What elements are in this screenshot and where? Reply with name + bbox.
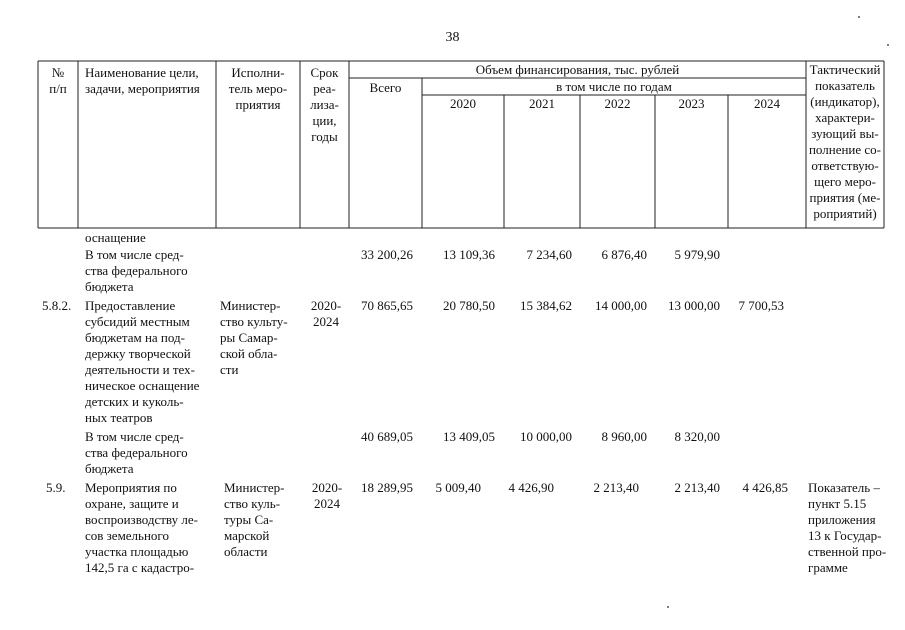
cell-2021: 4 426,90 [508, 480, 554, 495]
cell-2021: 10 000,00 [520, 429, 572, 444]
header-name: Наименование цели, задачи, мероприятия [85, 65, 200, 96]
cell-2022: 2 213,40 [593, 480, 639, 495]
header-indicator: Тактический показатель (индикатор), характери- зующий вы- полнение со- ответствую- щего меро- приятия (ме- роприятий) [808, 62, 882, 221]
cell-2020: 13 409,05 [443, 429, 495, 444]
header-executor: Исполни- тель меро- приятия [228, 65, 288, 112]
row-continuation-name: оснащение [85, 230, 146, 245]
row-term: 2020- 2024 [311, 480, 343, 511]
row-name: Предоставление субсидий местным бюджетам на под- держку творческой деятельности и тех- ническое оснащение детских и куколь- ных театров [85, 298, 200, 425]
cell-total: 18 289,95 [361, 480, 413, 495]
row-name: В том числе сред- ства федерального бюджета [85, 429, 188, 476]
scan-speck [667, 606, 669, 608]
row-name: Мероприятия по охране, защите и воспроизводству ле- сов земельного участка площадью 142,5 га с кадастро- [85, 480, 198, 575]
cell-2024: 7 700,53 [738, 298, 784, 313]
cell-2020: 5 009,40 [435, 480, 481, 495]
page-number: 38 [445, 30, 460, 45]
scan-speck [887, 44, 889, 46]
scan-speck [858, 16, 860, 18]
row-number: 5.9. [46, 480, 66, 495]
header-funding: Объем финансирования, тыс. рублей [475, 62, 680, 77]
cell-total: 33 200,26 [361, 247, 413, 262]
row-number: 5.8.2. [42, 298, 72, 313]
cell-total: 40 689,05 [361, 429, 413, 444]
cell-2023: 2 213,40 [674, 480, 720, 495]
header-term: Срок реа- лиза- ции, годы [310, 65, 339, 144]
header-year-2020: 2020 [450, 96, 476, 111]
cell-2023: 8 320,00 [674, 429, 720, 444]
header-total: Всего [369, 80, 402, 95]
cell-2022: 6 876,40 [601, 247, 647, 262]
header-year-2024: 2024 [754, 96, 780, 111]
row-executor: Министер- ство культу- ры Самар- ской обла- сти [220, 298, 288, 377]
cell-2022: 14 000,00 [595, 298, 647, 313]
header-year-2022: 2022 [604, 96, 631, 111]
header-by-years: в том числе по годам [556, 79, 672, 94]
cell-2022: 8 960,00 [601, 429, 647, 444]
header-num: № п/п [49, 65, 67, 96]
header-year-2023: 2023 [678, 96, 705, 111]
cell-2020: 20 780,50 [443, 298, 495, 313]
row-term: 2020- 2024 [310, 298, 342, 329]
row-executor: Министер- ство куль- туры Са- марской области [224, 480, 285, 559]
cell-2023: 13 000,00 [668, 298, 720, 313]
header-year-2021: 2021 [529, 96, 555, 111]
row-indicator: Показатель – пункт 5.15 приложения 13 к Государ- ственной про- грамме [808, 480, 887, 575]
cell-2023: 5 979,90 [674, 247, 720, 262]
cell-total: 70 865,65 [361, 298, 413, 313]
cell-2021: 7 234,60 [526, 247, 572, 262]
cell-2024: 4 426,85 [742, 480, 788, 495]
cell-2020: 13 109,36 [443, 247, 495, 262]
row-name: В том числе сред- ства федерального бюджета [85, 247, 188, 294]
cell-2021: 15 384,62 [520, 298, 572, 313]
